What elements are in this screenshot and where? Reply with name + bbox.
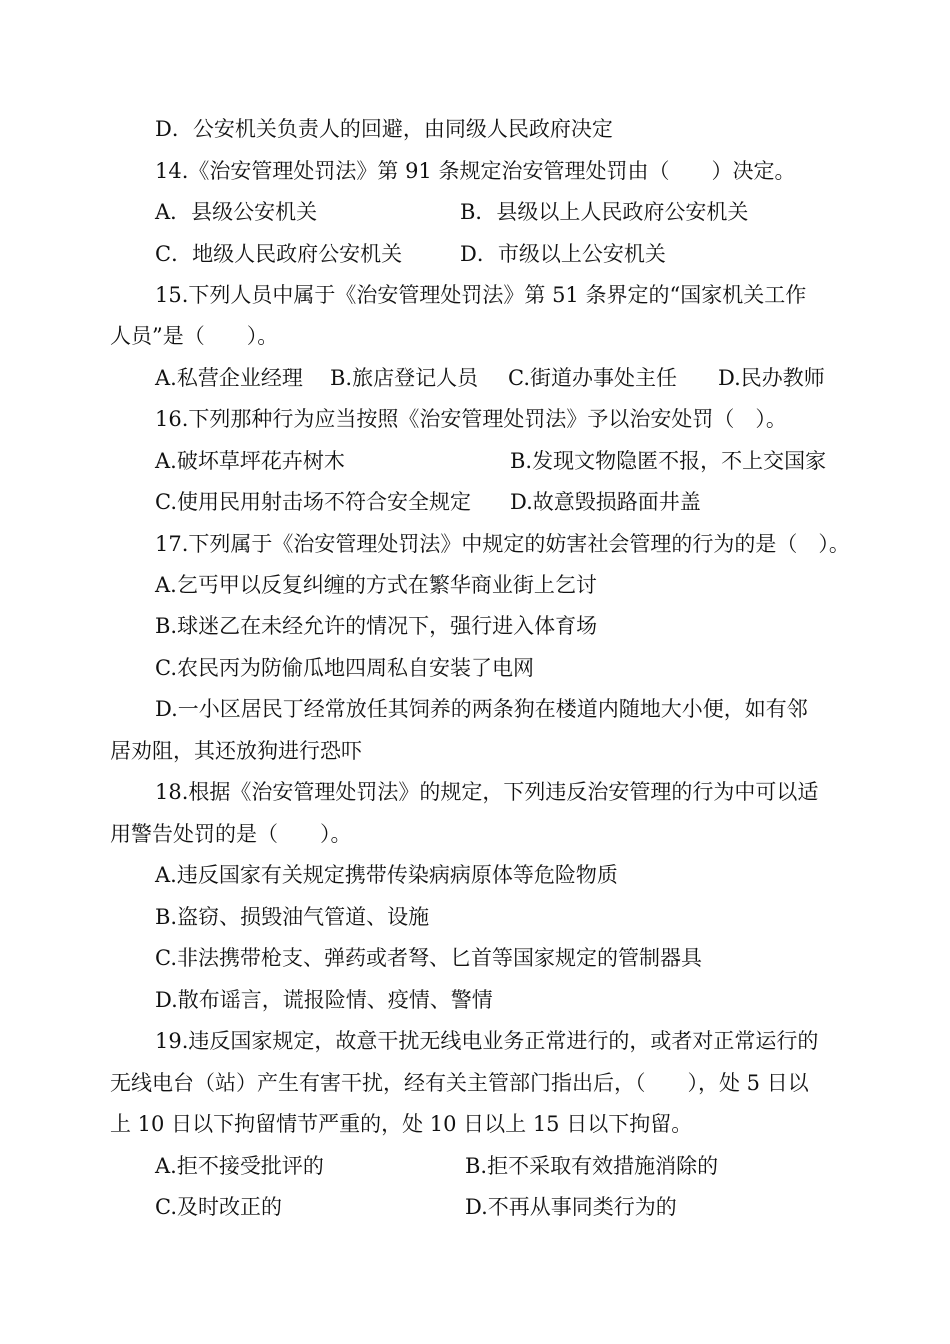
q17-stem: 17.下列属于《治安管理处罚法》中规定的妨害社会管理的行为的是（ ）。: [155, 532, 850, 556]
q14-option-b: B．县级以上人民政府公安机关: [460, 200, 749, 224]
q18-option-d: D.散布谣言，谎报险情、疫情、警情: [155, 988, 493, 1012]
q19-stem-line1: 19.违反国家规定，故意干扰无线电业务正常进行的，或者对正常运行的: [155, 1029, 819, 1053]
q15-stem-line1: 15.下列人员中属于《治安管理处罚法》第 51 条界定的“国家机关工作: [155, 283, 807, 307]
q15-option-d: D.民办教师: [718, 366, 825, 390]
q18-option-a: A.违反国家有关规定携带传染病病原体等危险物质: [155, 863, 618, 887]
q17-option-b: B.球迷乙在未经允许的情况下，强行进入体育场: [155, 614, 598, 638]
q19-option-a: A.拒不接受批评的: [155, 1154, 324, 1178]
q15-option-c: C.街道办事处主任: [508, 366, 677, 390]
q14-option-c: C．地级人民政府公安机关: [155, 242, 403, 266]
q17-option-d-line2: 居劝阻，其还放狗进行恐吓: [110, 739, 362, 763]
q13-option-d: D．公安机关负责人的回避，由同级人民政府决定: [155, 117, 613, 141]
q19-option-d: D.不再从事同类行为的: [465, 1195, 677, 1219]
q15-stem-line2: 人员”是（ ）。: [110, 324, 279, 348]
q19-stem-line2: 无线电台（站）产生有害干扰，经有关主管部门指出后，（ ），处 5 日以: [110, 1071, 809, 1095]
q19-option-c: C.及时改正的: [155, 1195, 282, 1219]
q14-stem: 14.《治安管理处罚法》第 91 条规定治安管理处罚由（ ）决定。: [155, 159, 796, 183]
q18-stem-line2: 用警告处罚的是（ ）。: [110, 822, 352, 846]
q14-option-d: D．市级以上公安机关: [460, 242, 666, 266]
q19-stem-line3: 上 10 日以下拘留情节严重的，处 10 日以上 15 日以下拘留。: [110, 1112, 693, 1136]
q16-option-d: D.故意毁损路面井盖: [510, 490, 701, 514]
q18-stem-line1: 18.根据《治安管理处罚法》的规定，下列违反治安管理的行为中可以适: [155, 780, 819, 804]
q16-option-a: A.破坏草坪花卉树木: [155, 449, 345, 473]
q16-option-c: C.使用民用射击场不符合安全规定: [155, 490, 471, 514]
q16-stem: 16.下列那种行为应当按照《治安管理处罚法》予以治安处罚（ ）。: [155, 407, 787, 431]
q14-option-a: A．县级公安机关: [155, 200, 318, 224]
q16-option-b: B.发现文物隐匿不报，不上交国家: [510, 449, 827, 473]
q17-option-c: C.农民丙为防偷瓜地四周私自安装了电网: [155, 656, 534, 680]
q17-option-d-line1: D.一小区居民丁经常放任其饲养的两条狗在楼道内随地大小便，如有邻: [155, 697, 808, 721]
q19-option-b: B.拒不采取有效措施消除的: [465, 1154, 719, 1178]
q18-option-b: B.盗窃、损毁油气管道、设施: [155, 905, 430, 929]
q17-option-a: A.乞丐甲以反复纠缠的方式在繁华商业街上乞讨: [155, 573, 597, 597]
q15-option-a: A.私营企业经理: [155, 366, 303, 390]
q15-option-b: B.旅店登记人员: [330, 366, 479, 390]
q18-option-c: C.非法携带枪支、弹药或者弩、匕首等国家规定的管制器具: [155, 946, 702, 970]
